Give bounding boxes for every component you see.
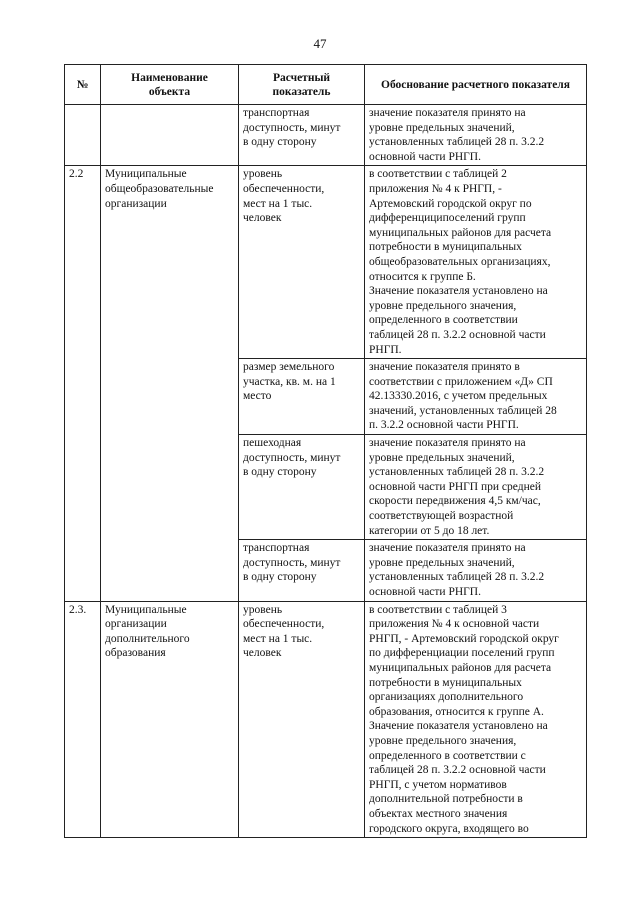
cell-number (65, 105, 101, 166)
header-number: № (65, 65, 101, 105)
cell-object (101, 105, 239, 166)
indicators-table (64, 64, 587, 838)
table-row (65, 166, 587, 359)
cell-justification: значение показателя принято в соответствии с приложением «Д» СП 42.13330.2016, с учетом предельных значений, установленных таблицей 28 п. 3.2.2 основной части РНГП. (365, 359, 587, 435)
cell-justification: в соответствии с таблицей 2 приложения № 4 к РНГП, - Артемовский городской округ по дифференциципоселений групп муниципальных районов для расчета потребности в муниципальных общеобразовательных организациях, относится к группе Б. Значение показателя установлено на уровне предельного значения, определенного в соответствии таблицей 28 п. 3.2.2 основной части РНГП. (365, 166, 587, 359)
table-row (65, 105, 587, 166)
cell-object: Муниципальные общеобразовательные организации (101, 166, 239, 601)
header-indicator: Расчетный показатель (239, 65, 365, 105)
table-row (65, 601, 587, 838)
cell-number: 2.2 (65, 166, 101, 601)
cell-justification: в соответствии с таблицей 3 приложения № 4 к основной части РНГП, - Артемовский городской округ по дифференциации поселений групп муниципальных районов для расчета потребности в муниципальных организациях дополнительного образования, относится к группе А. Значение показателя установлено на уровне предельного значения, определенного в соответствии с таблицей 28 п. 3.2.2 основной части РНГП, с учетом нормативов дополнительной потребности в объектах местного значения городского округа, входящего во (365, 601, 587, 838)
cell-justification: значение показателя принято на уровне предельных значений, установленных таблицей 28 п. 3.2.2 основной части РНГП. (365, 105, 587, 166)
cell-indicator: уровень обеспеченности, мест на 1 тыс. человек (239, 166, 365, 359)
cell-indicator: уровень обеспеченности, мест на 1 тыс. человек (239, 601, 365, 838)
cell-indicator: транспортная доступность, минут в одну сторону (239, 105, 365, 166)
cell-justification: значение показателя принято на уровне предельных значений, установленных таблицей 28 п. 3.2.2 основной части РНГП при средней скорости передвижения 4,5 км/час, соответствующей возрастной категории от 5 до 18 лет. (365, 435, 587, 540)
header-justification: Обоснование расчетного показателя (365, 65, 587, 105)
cell-indicator: пешеходная доступность, минут в одну сторону (239, 435, 365, 540)
cell-justification: значение показателя принято на уровне предельных значений, установленных таблицей 28 п. 3.2.2 основной части РНГП. (365, 540, 587, 601)
table-header-row (65, 65, 587, 105)
page-number: 47 (313, 36, 327, 51)
header-object-name: Наименование объекта (101, 65, 239, 105)
cell-object: Муниципальные организации дополнительного образования (101, 601, 239, 838)
cell-number: 2.3. (65, 601, 101, 838)
cell-indicator: размер земельного участка, кв. м. на 1 место (239, 359, 365, 435)
cell-indicator: транспортная доступность, минут в одну сторону (239, 540, 365, 601)
